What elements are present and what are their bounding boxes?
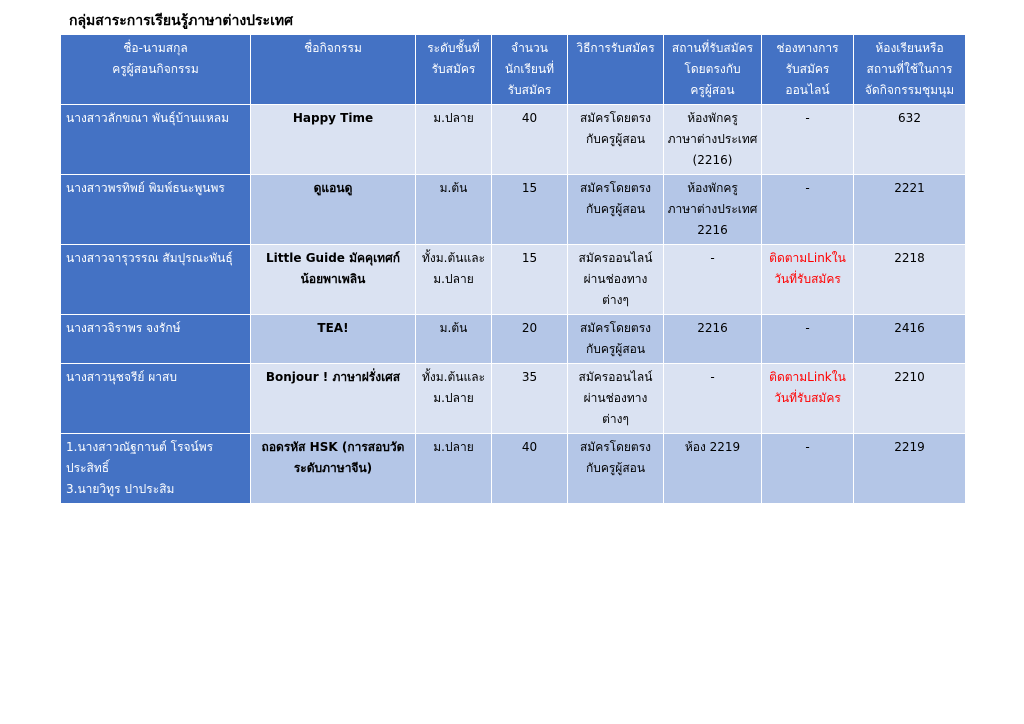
place-cell: - [664,364,762,434]
online-cell: ติดตามLinkใน วันที่รับสมัคร [762,364,854,434]
method-cell: สมัครออนไลน์ ผ่านช่องทาง ต่างๆ [568,364,664,434]
teacher-cell: 1.นางสาวณัฐกานต์ โรจน์พร ประสิทธิ์ 3.นายวิทูร ปาประสิม [61,434,251,504]
header-online: ช่องทางการ รับสมัคร ออนไลน์ [762,35,854,105]
level-cell: ม.ต้น [416,315,492,364]
page-title: กลุ่มสาระการเรียนรู้ภาษาต่างประเทศ [69,13,293,29]
activity-cell: ดูแอนดู [251,175,416,245]
method-cell: สมัครโดยตรง กับครูผู้สอน [568,434,664,504]
teacher-cell: นางสาวจารุวรรณ สัมปุรณะพันธุ์ [61,245,251,315]
count-cell: 15 [492,175,568,245]
activity-cell: ถอดรหัส HSK (การสอบวัด ระดับภาษาจีน) [251,434,416,504]
header-place: สถานที่รับสมัคร โดยตรงกับ ครูผู้สอน [664,35,762,105]
online-cell: - [762,315,854,364]
activities-table [60,34,966,504]
count-cell: 35 [492,364,568,434]
online-cell: - [762,434,854,504]
level-cell: ม.ต้น [416,175,492,245]
header-teacher: ชื่อ-นามสกุล ครูผู้สอนกิจกรรม [61,35,251,105]
header-level: ระดับชั้นที่ รับสมัคร [416,35,492,105]
room-cell: 2221 [854,175,966,245]
online-cell: ติดตามLinkใน วันที่รับสมัคร [762,245,854,315]
online-cell: - [762,175,854,245]
activity-cell: Bonjour ! ภาษาฝรั่งเศส [251,364,416,434]
teacher-cell: นางสาวนุชจรีย์ ผาสบ [61,364,251,434]
teacher-cell: นางสาวลักขณา พันธุ์บ้านแหลม [61,105,251,175]
level-cell: ทั้งม.ต้นและ ม.ปลาย [416,364,492,434]
level-cell: ม.ปลาย [416,434,492,504]
place-cell: ห้องพักครู ภาษาต่างประเทศ (2216) [664,105,762,175]
header-room: ห้องเรียนหรือ สถานที่ใช้ในการ จัดกิจกรรมชุมนุม [854,35,966,105]
level-cell: ทั้งม.ต้นและ ม.ปลาย [416,245,492,315]
place-cell: - [664,245,762,315]
count-cell: 40 [492,434,568,504]
table-row [61,434,966,504]
table-row [61,315,966,364]
method-cell: สมัครออนไลน์ ผ่านช่องทาง ต่างๆ [568,245,664,315]
header-method: วิธีการรับสมัคร [568,35,664,105]
count-cell: 20 [492,315,568,364]
table-row [61,175,966,245]
place-cell: ห้อง 2219 [664,434,762,504]
room-cell: 2210 [854,364,966,434]
place-cell: 2216 [664,315,762,364]
header-count: จำนวน นักเรียนที่ รับสมัคร [492,35,568,105]
table-row [61,364,966,434]
teacher-cell: นางสาวพรทิพย์ พิมพ์ธนะพูนพร [61,175,251,245]
room-cell: 2218 [854,245,966,315]
activity-cell: Little Guide มัคคุเทศก์ น้อยพาเพลิน [251,245,416,315]
method-cell: สมัครโดยตรง กับครูผู้สอน [568,105,664,175]
method-cell: สมัครโดยตรง กับครูผู้สอน [568,175,664,245]
method-cell: สมัครโดยตรง กับครูผู้สอน [568,315,664,364]
online-cell: - [762,105,854,175]
activity-cell: TEA! [251,315,416,364]
table-row [61,245,966,315]
level-cell: ม.ปลาย [416,105,492,175]
count-cell: 40 [492,105,568,175]
room-cell: 2219 [854,434,966,504]
activity-cell: Happy Time [251,105,416,175]
header-activity: ชื่อกิจกรรม [251,35,416,105]
count-cell: 15 [492,245,568,315]
teacher-cell: นางสาวจิราพร จงรักษ์ [61,315,251,364]
place-cell: ห้องพักครู ภาษาต่างประเทศ 2216 [664,175,762,245]
room-cell: 632 [854,105,966,175]
table-row [61,105,966,175]
header-row [61,35,966,105]
room-cell: 2416 [854,315,966,364]
